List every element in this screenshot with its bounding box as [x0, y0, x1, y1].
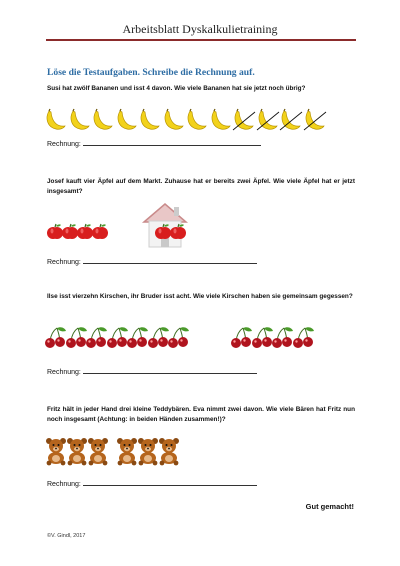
- banana-icon: [138, 108, 162, 132]
- apple-row: [44, 200, 204, 248]
- answer-blank[interactable]: [83, 138, 261, 146]
- apple-icon: [91, 222, 109, 240]
- footer-copyright: ©V. Gindl, 2017: [47, 533, 86, 539]
- answer-blank[interactable]: [83, 256, 257, 264]
- apple-icon: [169, 222, 187, 240]
- banana-icon: [91, 108, 115, 132]
- answer-line: [47, 138, 261, 148]
- teddy-row: [44, 436, 244, 466]
- banana-row: [44, 108, 344, 134]
- banana-icon-crossed: [232, 108, 256, 132]
- answer-blank[interactable]: [83, 366, 257, 374]
- answer-label: Rechnung:: [47, 259, 81, 266]
- answer-line: [47, 256, 257, 266]
- answer-label: Rechnung:: [47, 481, 81, 488]
- banana-icon-crossed: [303, 108, 327, 132]
- banana-icon: [185, 108, 209, 132]
- task-text: Josef kauft vier Äpfel auf dem Markt. Zuhause hat er bereits zwei Äpfel. Wie viele Äpfel hat er jetzt insgesamt?: [47, 178, 355, 195]
- banana-icon-crossed: [279, 108, 303, 132]
- task-text: Ilse isst vierzehn Kirschen, ihr Bruder isst acht. Wie viele Kirschen haben sie gemeinsam gegessen?: [47, 293, 353, 300]
- task-text: Fritz hält in jeder Hand drei kleine Teddybären. Eva nimmt zwei davon. Wie viele Bären hat Fritz nun noch insgesamt (Achtung: in beiden Händen zusammen!)?: [47, 406, 355, 423]
- answer-label: Rechnung:: [47, 141, 81, 148]
- answer-line: [47, 478, 257, 488]
- cherry-icon: [167, 326, 190, 349]
- banana-icon: [209, 108, 233, 132]
- banana-icon: [115, 108, 139, 132]
- teddy-bear-icon: [157, 436, 181, 466]
- banana-icon: [44, 108, 68, 132]
- banana-icon: [68, 108, 92, 132]
- answer-blank[interactable]: [83, 478, 257, 486]
- banana-icon: [162, 108, 186, 132]
- cherry-row: [44, 326, 344, 352]
- instruction: Löse die Testaufgaben. Schreibe die Rechnung auf.: [47, 67, 255, 78]
- cherry-icon: [292, 326, 315, 349]
- praise-text: Gut gemacht!: [305, 502, 354, 511]
- header-title: Arbeitsblatt Dyskalkulietraining: [122, 22, 278, 36]
- answer-line: [47, 366, 257, 376]
- banana-icon-crossed: [256, 108, 280, 132]
- answer-label: Rechnung:: [47, 369, 81, 376]
- teddy-bear-icon: [86, 436, 110, 466]
- task-text: Susi hat zwölf Bananen und isst 4 davon. Wie viele Bananen hat sie jetzt noch übrig?: [47, 85, 306, 92]
- header-rule: [46, 39, 356, 41]
